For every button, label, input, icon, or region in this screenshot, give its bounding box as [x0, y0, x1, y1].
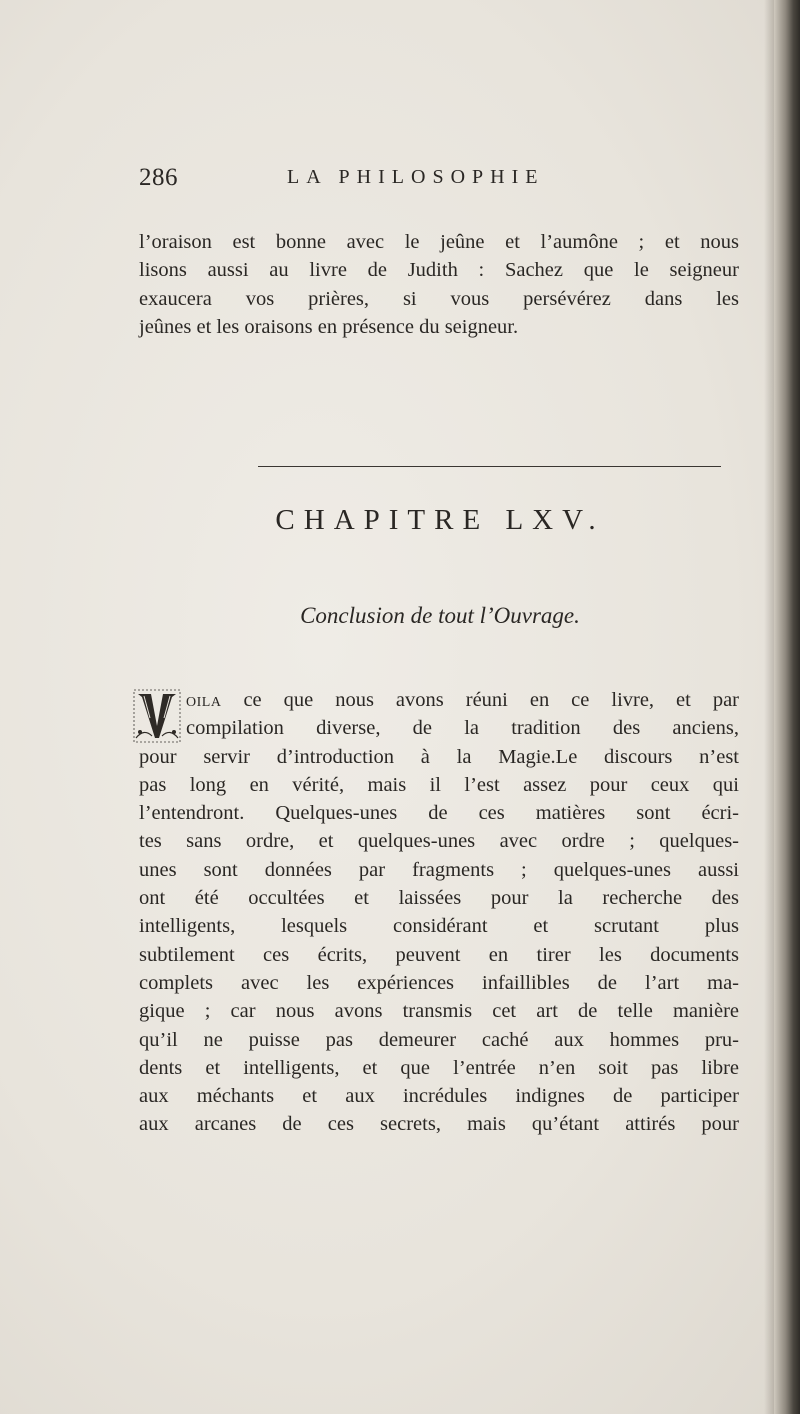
text-line: ont été occultées et laissées pour la recherche des	[139, 887, 739, 910]
text-line: gique ; car nous avons transmis cet art de telle manière	[139, 1000, 739, 1023]
text-line: intelligents, lesquels considérant et scrutant plus	[139, 915, 739, 938]
chapter-title: CHAPITRE LXV.	[275, 504, 605, 536]
first-word: oila	[186, 689, 222, 711]
text-line: l’oraison est bonne avec le jeûne et l’aumône ; et nous	[139, 231, 739, 253]
text-line-rest: ce que nous avons réuni en ce livre, et par	[243, 689, 740, 711]
body-paragraph	[139, 686, 739, 1139]
text-line: aux arcanes de ces secrets, mais qu’étant attirés pour	[139, 1113, 739, 1136]
text-line: complets avec les expériences infaillibles de l’art ma-	[139, 971, 739, 994]
top-paragraph	[139, 228, 739, 341]
chapter-subtitle: Conclusion de tout l’Ouvrage.	[300, 603, 580, 628]
text-line: qu’il ne puisse pas demeurer caché aux hommes pru-	[139, 1028, 739, 1051]
page-header	[139, 164, 739, 200]
text-line: unes sont données par fragments ; quelques-unes aussi	[139, 858, 739, 881]
text-line: tes sans ordre, et quelques-unes avec ordre ; quelques-	[139, 830, 739, 853]
page-number: 286	[139, 164, 178, 191]
text-line: pour servir d’introduction à la Magie.Le discours n’est	[139, 745, 739, 768]
text-line: exaucera vos prières, si vous persévérez dans les	[139, 287, 739, 310]
text-line: lisons aussi au livre de Judith : Sachez que le seigneur	[139, 259, 739, 282]
book-edge	[774, 0, 800, 1414]
page-gutter-shadow	[764, 0, 774, 1414]
text-line: l’entendront. Quelques-unes de ces matières sont écri-	[139, 802, 739, 825]
section-divider	[258, 466, 721, 467]
text-line: aux méchants et aux incrédules indignes de participer	[139, 1085, 739, 1108]
text-line	[139, 686, 739, 714]
text-line: compilation diverse, de la tradition des anciens,	[186, 717, 739, 740]
text-line: dents et intelligents, et que l’entrée n’en soit pas libre	[139, 1056, 739, 1079]
text-line: subtilement ces écrits, peuvent en tirer les documents	[139, 943, 739, 966]
text-line: pas long en vérité, mais il l’est assez pour ceux qui	[139, 773, 739, 796]
text-line: jeûnes et les oraisons en présence du seigneur.	[139, 315, 519, 338]
running-title: LA PHILOSOPHIE	[287, 166, 545, 188]
